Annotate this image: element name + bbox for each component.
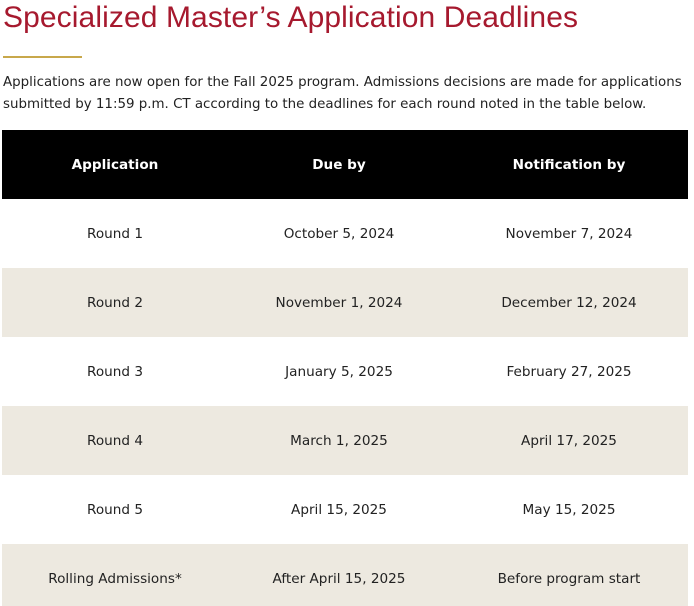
notification-date-cell: December 12, 2024 (450, 268, 688, 337)
due-date-cell: November 1, 2024 (228, 268, 450, 337)
due-date-cell: April 15, 2025 (228, 475, 450, 544)
due-date-cell: October 5, 2024 (228, 199, 450, 268)
application-cell: Round 1 (2, 199, 228, 268)
due-date-cell: After April 15, 2025 (228, 544, 450, 606)
table-row (2, 406, 688, 475)
application-cell: Round 5 (2, 475, 228, 544)
header-notification-by: Notification by (450, 130, 688, 199)
title-underline (3, 56, 82, 58)
application-cell: Round 4 (2, 406, 228, 475)
header-due-by: Due by (228, 130, 450, 199)
notification-date-cell: May 15, 2025 (450, 475, 688, 544)
page-title: Specialized Master’s Application Deadlines (3, 1, 579, 34)
header-application: Application (2, 130, 228, 199)
application-cell: Round 2 (2, 268, 228, 337)
table-row (2, 544, 688, 606)
table-header-row (2, 130, 688, 199)
table-row (2, 268, 688, 337)
table-row (2, 475, 688, 544)
table-row (2, 199, 688, 268)
notification-date-cell: February 27, 2025 (450, 337, 688, 406)
notification-date-cell: April 17, 2025 (450, 406, 688, 475)
deadlines-table (2, 130, 688, 606)
application-cell: Rolling Admissions* (2, 544, 228, 606)
notification-date-cell: November 7, 2024 (450, 199, 688, 268)
due-date-cell: March 1, 2025 (228, 406, 450, 475)
intro-paragraph: Applications are now open for the Fall 2025 program. Admissions decisions are made for applications submitted by 11:59 p.m. CT according to the deadlines for each round noted in the table below. (3, 75, 682, 112)
due-date-cell: January 5, 2025 (228, 337, 450, 406)
notification-date-cell: Before program start (450, 544, 688, 606)
table-row (2, 337, 688, 406)
application-cell: Round 3 (2, 337, 228, 406)
